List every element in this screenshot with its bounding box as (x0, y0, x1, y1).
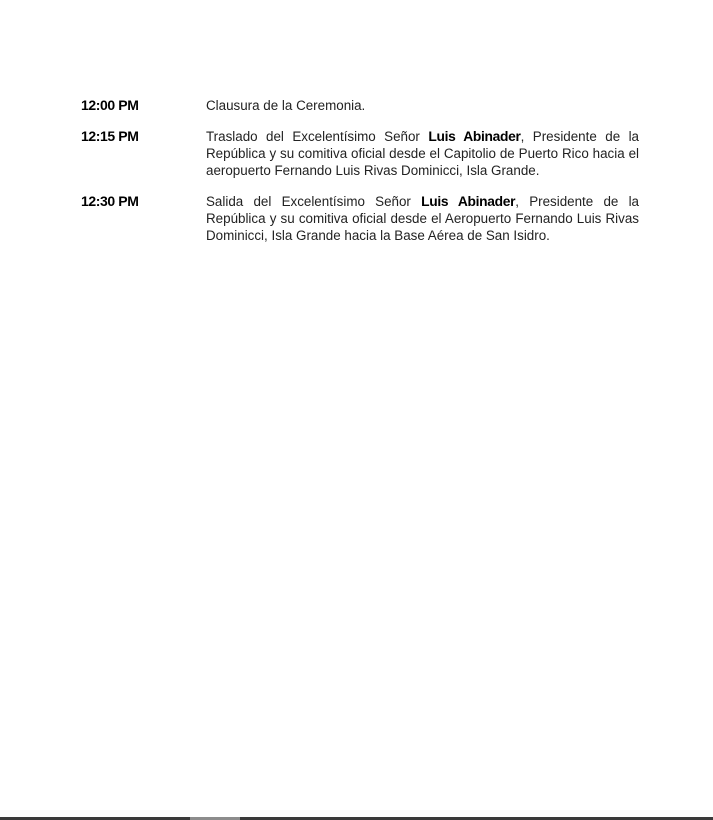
agenda-description (206, 97, 639, 114)
agenda-text: , Presidente de la República y su comitiva oficial desde el Aeropuerto Fernando Luis Rivas Dominicci, Isla Grande hacia la Base Aérea de San Isidro. (206, 194, 639, 243)
president-name: Luis Abinader (421, 194, 516, 209)
agenda-time: 12:00 PM (81, 97, 139, 113)
president-name: Luis Abinader (428, 129, 521, 144)
agenda-item (81, 193, 639, 244)
agenda-time: 12:15 PM (81, 128, 139, 144)
agenda-description (206, 128, 639, 179)
agenda-item (81, 97, 639, 114)
agenda-text: Clausura de la Ceremonia. (206, 98, 366, 113)
agenda-list (81, 97, 639, 258)
agenda-text: , Presidente de la República y su comitiva oficial desde el Capitolio de Puerto Rico hacia el aeropuerto Fernando Luis Rivas Dominicci, Isla Grande. (206, 129, 639, 178)
agenda-time: 12:30 PM (81, 193, 139, 209)
agenda-text: Traslado del Excelentísimo Señor (206, 129, 429, 144)
agenda-description (206, 193, 639, 244)
agenda-text: Salida del Excelentísimo Señor (206, 194, 422, 209)
agenda-item (81, 128, 639, 179)
